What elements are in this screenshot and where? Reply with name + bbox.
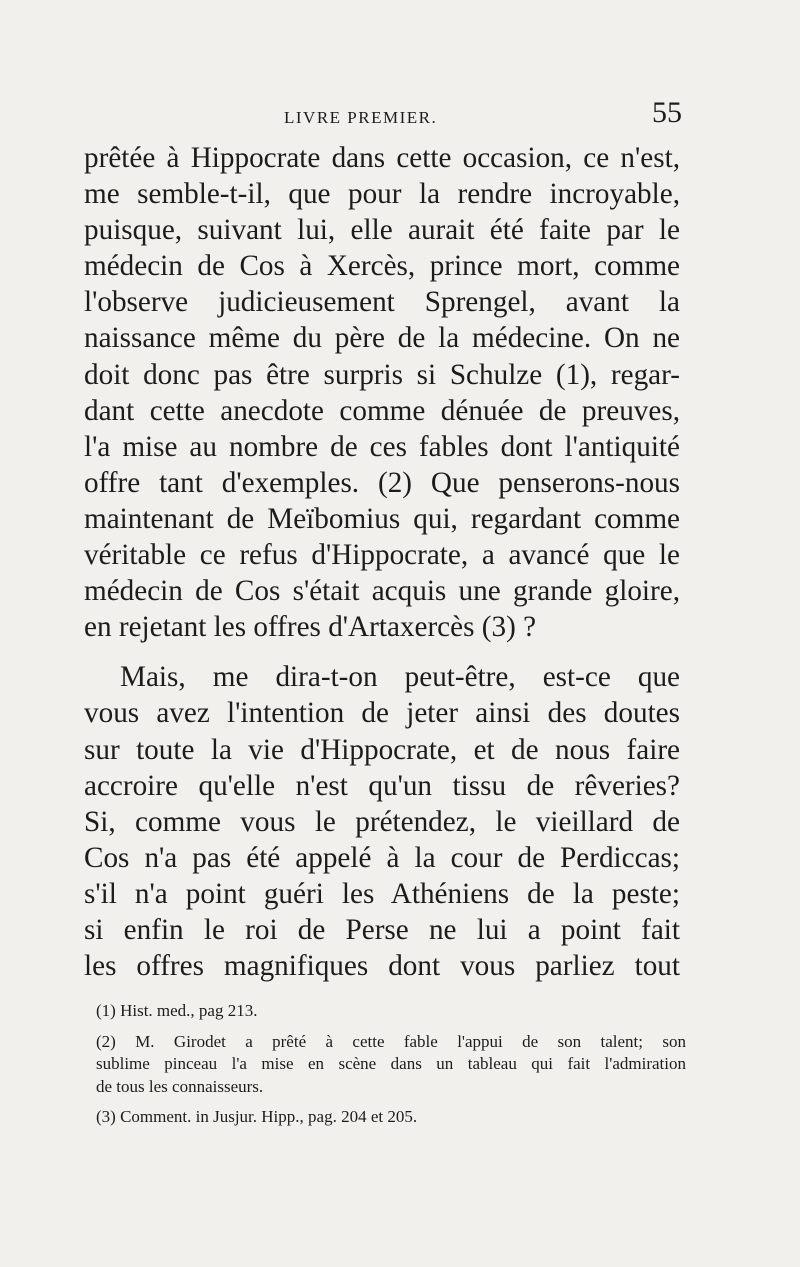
text-line: l'a mise au nombre de ces fables dont l'antiquité xyxy=(84,430,680,463)
footnote-line: (3) Comment. in Jusjur. Hipp., pag. 204 et 205. xyxy=(96,1107,418,1126)
footnotes xyxy=(96,1000,686,1137)
text-line: médecin de Cos à Xercès, prince mort, comme xyxy=(84,250,680,283)
footnote-line: (2) M. Girodet a prêté à cette fable l'appui de son talent; son xyxy=(96,1031,686,1051)
text-line: puisque, suivant lui, elle aurait été faite par le xyxy=(84,214,680,247)
text-line: sur toute la vie d'Hippocrate, et de nous faire xyxy=(84,733,680,766)
footnote-1 xyxy=(96,1000,686,1023)
text-line: naissance même du père de la médecine. On ne xyxy=(84,322,680,355)
text-line: les offres magnifiques dont vous parliez tout xyxy=(84,950,680,983)
text-line: vous avez l'intention de jeter ainsi des doutes xyxy=(84,697,680,730)
text-line: offre tant d'exemples. (2) Que penserons-nous xyxy=(84,466,680,499)
text-line: Mais, me dira-t-on peut-être, est-ce que xyxy=(120,661,680,694)
text-line: médecin de Cos s'était acquis une grande gloire, xyxy=(84,575,680,608)
text-line: l'observe judicieusement Sprengel, avant la xyxy=(84,286,680,319)
footnote-2 xyxy=(96,1031,686,1099)
text-line: dant cette anecdote comme dénuée de preuves, xyxy=(84,394,680,427)
paragraph-2 xyxy=(84,659,680,984)
text-line: accroire qu'elle n'est qu'un tissu de rêveries? xyxy=(84,769,680,802)
text-line: s'il n'a point guéri les Athéniens de la peste; xyxy=(84,877,680,910)
footnote-line: (1) Hist. med., pag 213. xyxy=(96,1001,258,1020)
text-line: si enfin le roi de Perse ne lui a point fait xyxy=(84,913,680,946)
main-text xyxy=(84,140,680,984)
footnote-3 xyxy=(96,1106,686,1129)
footnote-line: sublime pinceau l'a mise en scène dans un tableau qui fait l'admiration xyxy=(96,1054,686,1073)
text-line: prêtée à Hippocrate dans cette occasion, ce n'est, xyxy=(84,142,680,174)
text-line: Cos n'a pas été appelé à la cour de Perdiccas; xyxy=(84,841,680,874)
text-line: maintenant de Meïbomius qui, regardant comme xyxy=(84,502,680,535)
text-line: en rejetant les offres d'Artaxercès (3) ? xyxy=(84,611,537,644)
page-header xyxy=(84,96,682,136)
paragraph-1 xyxy=(84,140,680,645)
running-title: LIVRE PREMIER. xyxy=(284,108,438,127)
page-number: 55 xyxy=(652,96,682,129)
footnote-line: de tous les connaisseurs. xyxy=(96,1076,264,1096)
text-line: doit donc pas être surpris si Schulze (1), regar- xyxy=(84,358,680,391)
paragraph-gap xyxy=(84,645,680,659)
text-line: véritable ce refus d'Hippocrate, a avancé que le xyxy=(84,539,680,572)
text-line: Si, comme vous le prétendez, le vieillard de xyxy=(84,805,680,838)
text-line: me semble-t-il, que pour la rendre incroyable, xyxy=(84,178,680,211)
